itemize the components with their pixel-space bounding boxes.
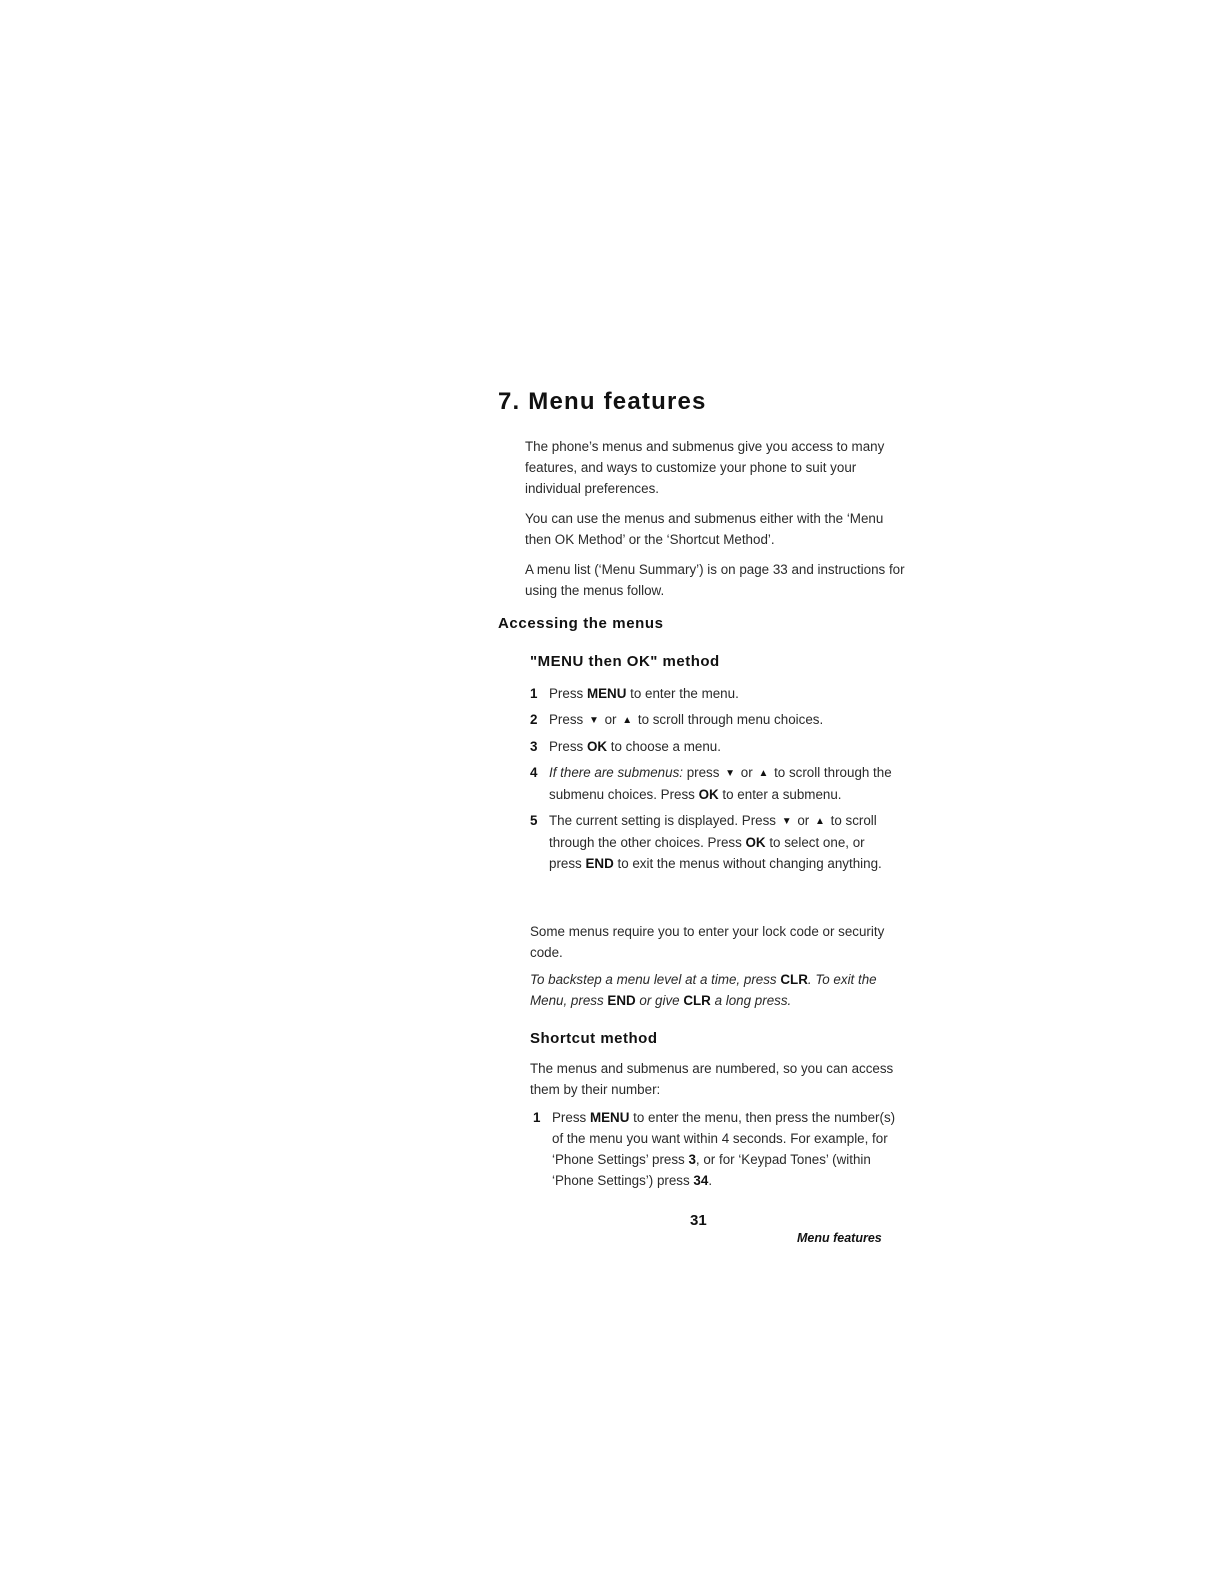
page-number: 31 xyxy=(690,1212,707,1229)
subsection-title-shortcut-method: Shortcut method xyxy=(530,1030,658,1047)
step-item xyxy=(530,736,900,757)
step-item xyxy=(530,683,900,704)
lock-code-note: Some menus require you to enter your lock code or security code. xyxy=(530,924,885,960)
scroll-down-icon: ▼ xyxy=(725,768,736,779)
step-number: 1 xyxy=(530,686,538,701)
step-text: Press xyxy=(552,1110,590,1125)
step-text: . xyxy=(708,1173,713,1188)
shortcut-intro-text: The menus and submenus are numbered, so you can access them by their number: xyxy=(530,1061,894,1097)
scroll-down-icon: ▼ xyxy=(588,715,599,726)
note-text: . To exit the Menu, press xyxy=(530,972,877,1008)
step-text: Press xyxy=(549,712,587,727)
step-text: to select one, or press xyxy=(549,835,865,871)
step-text: or xyxy=(737,765,757,780)
note-text: a long press. xyxy=(710,993,792,1008)
step-text: to scroll through menu choices. xyxy=(634,712,824,727)
step-text: to enter a submenu. xyxy=(718,787,842,802)
intro-paragraph-1: The phone’s menus and submenus give you access to many features, and ways to customize your phone to suit your individual preferences. xyxy=(525,439,885,496)
step-text: Press xyxy=(549,686,587,701)
key-name: 3 xyxy=(688,1152,696,1167)
key-name: OK xyxy=(698,787,719,802)
step-text: to choose a menu. xyxy=(607,739,721,754)
key-name: END xyxy=(607,993,636,1008)
key-name: OK xyxy=(586,739,608,754)
condition-text: If there are submenus: xyxy=(549,765,683,780)
step-number: 2 xyxy=(530,712,538,727)
section-title-accessing-menus: Accessing the menus xyxy=(498,615,664,632)
shortcut-steps-list xyxy=(533,1107,903,1196)
scroll-down-icon: ▼ xyxy=(781,816,792,827)
scroll-up-icon: ▲ xyxy=(622,715,633,726)
step-text: , or for ‘Keypad Tones’ (within ‘Phone Settings’) press xyxy=(552,1152,871,1188)
intro-paragraph-2: You can use the menus and submenus either with the ‘Menu then OK Method’ or the ‘Shortcut Method’. xyxy=(525,511,884,547)
key-name: MENU xyxy=(586,686,627,701)
subsection-title-menu-then-ok: "MENU then OK" method xyxy=(530,653,720,670)
note-text: or give xyxy=(635,993,684,1008)
step-text: to scroll through the submenu choices. Press xyxy=(549,765,892,802)
key-name: END xyxy=(585,856,614,871)
step-number: 5 xyxy=(530,813,538,828)
step-text: to enter the menu. xyxy=(626,686,739,701)
step-text: or xyxy=(793,813,813,828)
step-text: to exit the menus without changing anything. xyxy=(613,856,882,871)
step-number: 1 xyxy=(533,1110,541,1125)
menu-ok-steps-list xyxy=(530,683,900,879)
scroll-up-icon: ▲ xyxy=(815,816,825,827)
step-item xyxy=(530,810,900,874)
step-text: Press xyxy=(549,739,587,754)
note-text: To backstep a menu level at a time, press xyxy=(530,972,781,987)
step-text: to scroll through the other choices. Press xyxy=(549,813,877,850)
key-name: CLR xyxy=(780,972,808,987)
chapter-title: 7. Menu features xyxy=(498,388,707,415)
intro-section xyxy=(525,436,905,610)
step-text: press xyxy=(682,765,724,780)
step-number: 3 xyxy=(530,739,538,754)
step-text: or xyxy=(600,712,621,727)
key-name: OK xyxy=(745,835,766,850)
key-name: 34 xyxy=(693,1173,709,1188)
backstep-note xyxy=(530,969,900,1011)
step-text: The current setting is displayed. Press xyxy=(549,813,780,828)
key-name: MENU xyxy=(589,1110,630,1125)
step-number: 4 xyxy=(530,765,538,780)
step-text: to enter the menu, then press the number(s) of the menu you want within 4 seconds. For example, for ‘Phone Settings’ press xyxy=(552,1110,896,1167)
step-item xyxy=(533,1107,903,1191)
running-footer-title: Menu features xyxy=(797,1231,882,1245)
key-name: CLR xyxy=(683,993,711,1008)
intro-paragraph-3: A menu list (‘Menu Summary’) is on page 33 and instructions for using the menus follow. xyxy=(525,562,905,598)
scroll-up-icon: ▲ xyxy=(758,768,769,779)
step-item xyxy=(530,762,900,805)
step-item xyxy=(530,709,900,731)
